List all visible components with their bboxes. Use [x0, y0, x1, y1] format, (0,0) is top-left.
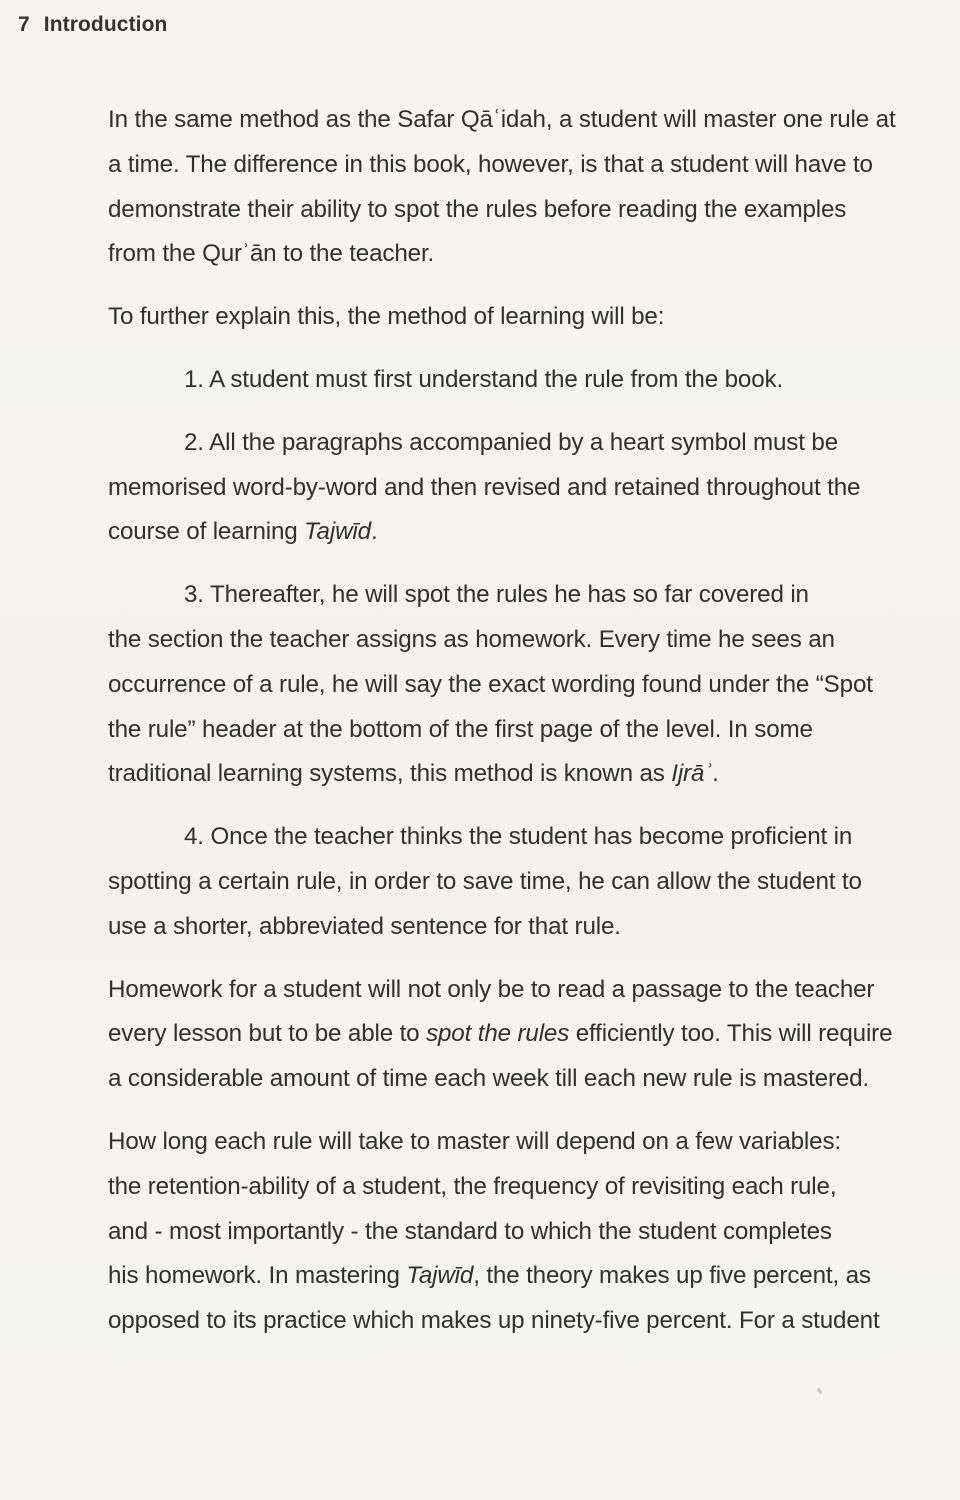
text-line: demonstrate their ability to spot the rules before reading the examples [108, 195, 847, 223]
text-line: traditional learning systems, this method is known as Ijrāʾ. [108, 760, 719, 788]
paragraph [108, 295, 948, 340]
text-line: use a shorter, abbreviated sentence for that rule. [108, 912, 621, 940]
text-line: opposed to its practice which makes up ninety-five percent. For a student [108, 1307, 880, 1335]
page-number: 7 [18, 13, 30, 36]
text-line: spotting a certain rule, in order to save time, he can allow the student to [108, 867, 862, 895]
paragraph [108, 421, 948, 555]
paragraph [108, 573, 948, 797]
text-line: Homework for a student will not only be to read a passage to the teacher [108, 975, 875, 1003]
paragraph [108, 358, 948, 403]
text-line: his homework. In mastering Tajwīd, the theory makes up five percent, as [108, 1262, 871, 1290]
text-line: the retention-ability of a student, the frequency of revisiting each rule, [108, 1172, 837, 1200]
text-line: In the same method as the Safar Qāʿidah, a student will master one rule at [108, 106, 896, 133]
paragraph [108, 98, 948, 277]
text-line: 3. Thereafter, he will spot the rules he has so far covered in [184, 581, 809, 609]
section-title: Introduction [43, 13, 168, 36]
text-line: course of learning Tajwīd. [108, 518, 378, 546]
text-line: every lesson but to be able to spot the rules efficiently too. This will require [108, 1020, 893, 1048]
body-text [108, 98, 948, 1362]
text-line: 1. A student must first understand the rule from the book. [184, 365, 784, 393]
text-line: 2. All the paragraphs accompanied by a heart symbol must be [184, 428, 838, 456]
text-line: a time. The difference in this book, however, is that a student will have to [108, 150, 873, 178]
text-line: from the Qurʾān to the teacher. [108, 240, 435, 268]
paper-speck [817, 1388, 823, 1395]
text-line: memorised word-by-word and then revised and retained throughout the [108, 473, 861, 501]
text-line: and - most importantly - the standard to which the student completes [108, 1217, 832, 1245]
text-line: a considerable amount of time each week till each new rule is mastered. [108, 1065, 870, 1093]
text-line: How long each rule will take to master will depend on a few variables: [108, 1127, 841, 1155]
paragraph [108, 968, 948, 1102]
text-line: the section the teacher assigns as homework. Every time he sees an [108, 625, 835, 653]
paragraph [108, 815, 948, 949]
running-header [18, 10, 167, 40]
text-line: the rule” header at the bottom of the first page of the level. In some [108, 715, 813, 743]
text-line: To further explain this, the method of learning will be: [108, 303, 665, 331]
text-line: occurrence of a rule, he will say the exact wording found under the “Spot [108, 670, 873, 698]
paragraph [108, 1120, 948, 1344]
text-line: 4. Once the teacher thinks the student has become proficient in [184, 823, 853, 851]
